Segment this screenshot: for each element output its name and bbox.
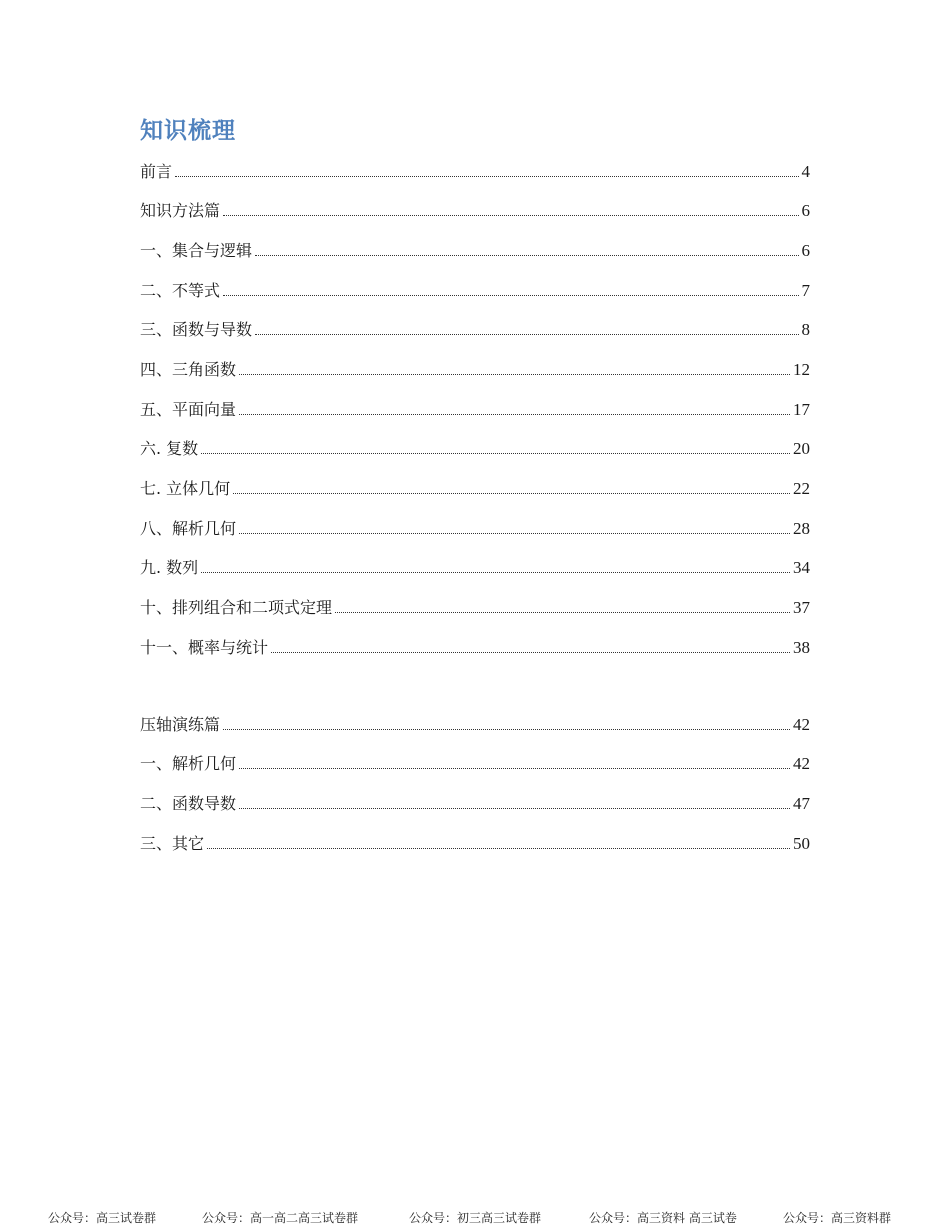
toc-entry-page: 28 [793,519,810,538]
toc-entry-label: 压轴演练篇 [140,715,221,734]
toc-entry-final-practice[interactable] [140,713,810,737]
toc-entry-practice-other[interactable] [140,832,810,856]
toc-entry-preface[interactable] [140,160,810,184]
toc-entry-solid-geometry[interactable] [140,477,810,501]
toc-entry-combinatorics[interactable] [140,596,810,620]
page-footer [0,1209,950,1229]
toc-leader-dots [223,729,790,730]
toc-entry-functions-derivatives[interactable] [140,318,810,342]
toc-leader-dots [175,176,798,177]
toc-entry-page: 42 [793,754,810,773]
toc-entry-page: 12 [793,360,810,379]
toc-entry-page: 7 [801,281,810,300]
toc-entry-probability-statistics[interactable] [140,636,810,660]
toc-entry-analytic-geometry[interactable] [140,517,810,541]
toc-entry-label: 四、三角函数 [140,360,237,379]
footer-account-3: 公众号：初三高三试卷群 [409,1211,542,1225]
toc-leader-dots [201,453,790,454]
toc-leader-dots [223,295,798,296]
toc-entry-page: 42 [793,715,810,734]
toc-entry-sets-logic[interactable] [140,239,810,263]
toc-entry-label: 前言 [140,162,173,181]
toc-entry-page: 4 [801,162,810,181]
toc-entry-label: 三、其它 [140,834,205,853]
toc-entry-label: 一、解析几何 [140,754,237,773]
toc-entry-page: 37 [793,598,810,617]
footer-account-4: 公众号：高三资料 高三试卷 [589,1211,737,1225]
toc-entry-vectors[interactable] [140,398,810,422]
toc-leader-dots [233,493,790,494]
footer-account-2: 公众号：高一高二高三试卷群 [202,1211,359,1225]
toc-leader-dots [271,652,790,653]
toc-entry-page: 34 [793,558,810,577]
toc-entry-page: 22 [793,479,810,498]
toc-entry-knowledge-methods[interactable] [140,199,810,223]
toc-entry-trigonometry[interactable] [140,358,810,382]
toc-leader-dots [201,572,790,573]
page-title: 知识梳理 [140,118,236,144]
toc-leader-dots [239,374,790,375]
toc-entry-practice-functions[interactable] [140,792,810,816]
toc-entry-label: 五、平面向量 [140,400,237,419]
toc-entry-label: 二、函数导数 [140,794,237,813]
toc-entry-label: 一、集合与逻辑 [140,241,253,260]
footer-account-5: 公众号：高三资料群 [783,1211,892,1225]
toc-entry-complex-numbers[interactable] [140,437,810,461]
toc-leader-dots [239,768,790,769]
toc-entry-page: 47 [793,794,810,813]
toc-entry-label: 九. 数列 [140,558,199,577]
toc-leader-dots [207,848,790,849]
footer-account-1: 公众号：高三试卷群 [48,1211,157,1225]
toc-entry-page: 6 [801,201,810,220]
toc-entry-label: 二、不等式 [140,281,221,300]
toc-entry-label: 十一、概率与统计 [140,638,269,657]
toc-entry-label: 八、解析几何 [140,519,237,538]
toc-leader-dots [239,808,790,809]
toc-entry-page: 17 [793,400,810,419]
toc-entry-label: 知识方法篇 [140,201,221,220]
toc-entry-label: 七. 立体几何 [140,479,231,498]
toc-leader-dots [335,612,790,613]
toc-entry-page: 20 [793,439,810,458]
toc-entry-practice-analytic-geometry[interactable] [140,752,810,776]
toc-entry-page: 6 [801,241,810,260]
toc-entry-label: 三、函数与导数 [140,320,253,339]
toc-entry-label: 六. 复数 [140,439,199,458]
toc-leader-dots [255,334,798,335]
toc-entry-label: 十、排列组合和二项式定理 [140,598,333,617]
toc-leader-dots [239,414,790,415]
toc-entry-sequences[interactable] [140,556,810,580]
toc-leader-dots [239,533,790,534]
toc-entry-page: 38 [793,638,810,657]
toc-entry-page: 50 [793,834,810,853]
toc-leader-dots [255,255,798,256]
toc-entry-inequalities[interactable] [140,279,810,303]
toc-entry-page: 8 [801,320,810,339]
toc-leader-dots [223,215,798,216]
